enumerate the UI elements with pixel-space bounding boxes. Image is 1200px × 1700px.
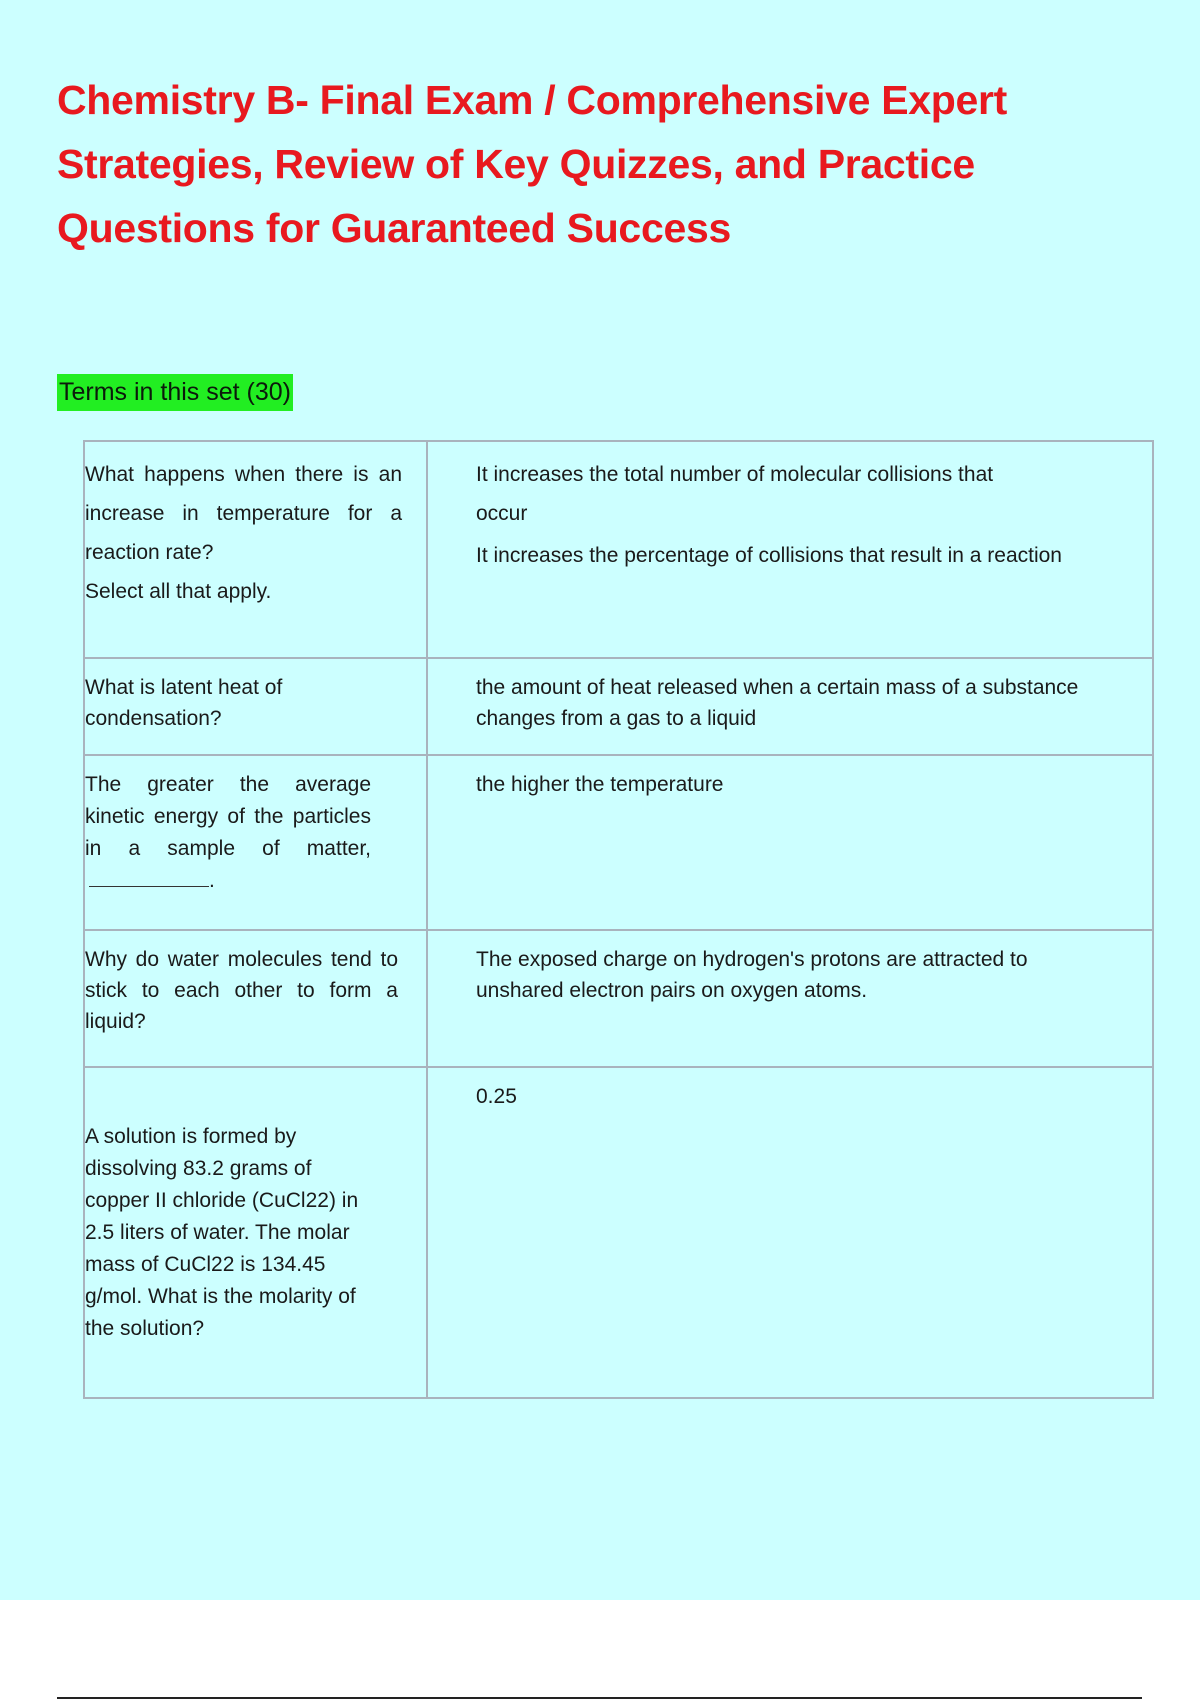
definition-text: It increases the total number of molecular collisions that occur	[476, 463, 994, 525]
term-text: The greater the average kinetic energy of the particles in a sample of matter,	[85, 773, 371, 860]
definition-cell	[427, 1067, 1153, 1398]
definition-text: The exposed charge on hydrogen's protons are attracted to unshared electron pairs on oxygen atoms.	[476, 948, 1028, 1002]
term-punctuation: .	[209, 869, 215, 892]
term-cell	[84, 658, 427, 755]
fill-in-blank	[89, 868, 209, 887]
term-text: A solution is formed by dissolving 83.2 grams of copper II chloride (CuCl22) in 2.5 liters of water. The molar mass of CuCl22 is 134.45 g/mol. What is the molarity of the solution?	[85, 1124, 359, 1340]
term-cell	[84, 755, 427, 930]
term-note: Select all that apply.	[85, 580, 272, 603]
table-row	[84, 1067, 1153, 1398]
definition-cell	[427, 930, 1153, 1067]
term-text: Why do water molecules tend to stick to each other to form a liquid?	[85, 948, 398, 1033]
definition-text: the amount of heat released when a certain mass of a substance changes from a gas to a liquid	[476, 676, 1079, 730]
table-row	[84, 930, 1153, 1067]
definition-cell	[427, 441, 1153, 658]
terms-count-label: Terms in this set (30)	[57, 374, 293, 411]
definition-text: It increases the percentage of collisions that result in a reaction	[476, 544, 1062, 567]
term-text: What happens when there is an increase in temperature for a reaction rate?	[85, 463, 402, 564]
table-row	[84, 755, 1153, 930]
definition-text: the higher the temperature	[476, 773, 724, 796]
table-row	[84, 658, 1153, 755]
definition-cell	[427, 755, 1153, 930]
term-cell	[84, 930, 427, 1067]
term-cell	[84, 1067, 427, 1398]
flashcard-table	[83, 440, 1154, 1399]
definition-cell	[427, 658, 1153, 755]
footer-divider	[57, 1697, 1142, 1699]
table-row	[84, 441, 1153, 658]
definition-text: 0.25	[476, 1085, 517, 1108]
document-title: Chemistry B- Final Exam / Comprehensive Expert Strategies, Review of Key Quizzes, and Practice Questions for Guaranteed Success	[57, 77, 1008, 251]
term-cell	[84, 441, 427, 658]
term-text: What is latent heat of condensation?	[85, 676, 283, 730]
